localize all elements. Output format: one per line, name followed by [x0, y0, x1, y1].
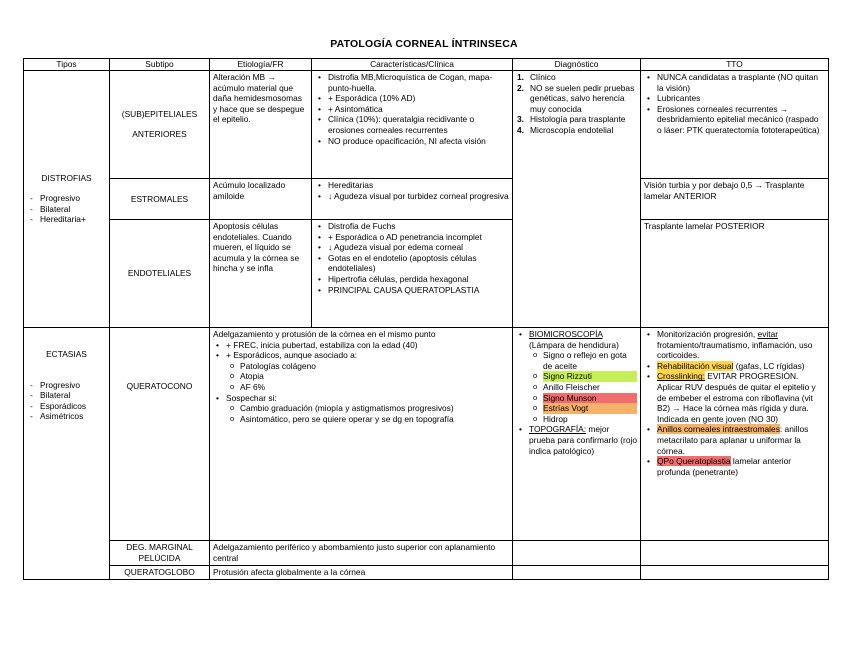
- tipo-distrofias-cell: [24, 71, 110, 328]
- header-tto: TTO: [641, 59, 829, 71]
- ectasias-rasgos: [27, 380, 106, 422]
- topografia-label: TOPOGRAFÍA:: [529, 424, 587, 435]
- etiologia-estromales: Acúmulo localizado amiloide: [210, 179, 312, 220]
- tipo-ectasias: ECTASIAS: [46, 349, 87, 359]
- list-item: o Estrías Vogt: [543, 403, 637, 414]
- list-item: o Anillo Fleischer: [543, 382, 637, 393]
- list-item: - Hereditaria+: [40, 214, 106, 225]
- tto-subepiteliales: [641, 71, 829, 179]
- biomicroscopia-label: BIOMICROSCOPÍA: [529, 329, 603, 339]
- clinica-endoteliales: [312, 220, 513, 328]
- table-row: [24, 328, 829, 541]
- diagnostico-queratocono: [513, 328, 641, 541]
- list-item: • Hipertrofia células, perdida hexagonal: [328, 274, 509, 285]
- page-title: PATOLOGÍA CORNEAL ÍNTRINSECA: [330, 38, 518, 50]
- list-item: o Asintomático, pero se quiere operar y se dg en topografía: [240, 414, 509, 425]
- list-item: • + Esporádica (10% AD): [328, 93, 509, 104]
- list-item: • TOPOGRAFÍA: mejor prueba para confirmarlo (rojo indica patológico): [529, 424, 637, 456]
- list-item: • BIOMICROSCOPÍA (Lámpara de hendidura) o Signo o reflejo en gota de aceite o Signo Rizzuti o Anillo Fleischer o Signo Munson o Estrías Vogt o Hidrop: [529, 329, 637, 424]
- subtipo-queratoglobo: QUERATOGLOBO: [110, 566, 210, 580]
- list-item: - Bilateral: [40, 204, 106, 215]
- subtipo-endoteliales: ENDOTELIALES: [110, 220, 210, 328]
- list-item: - Progresivo: [40, 193, 106, 204]
- tto-queratocono: [641, 328, 829, 541]
- clinica-queratoglobo: Protusión afecta globalmente a la córnea: [210, 566, 513, 580]
- list-item: o Signo Munson: [543, 393, 637, 404]
- list-item: • Distrofia de Fuchs: [328, 221, 509, 232]
- list-item: o AF 6%: [240, 382, 509, 393]
- table-row: [24, 71, 829, 179]
- diagnostico-marginal: [513, 541, 641, 566]
- list-item: • Rehabilitación visual (gafas, LC rígidas): [657, 361, 825, 372]
- list-item: NO se suelen pedir pruebas genéticas, salvo herencia muy conocida: [530, 82, 635, 114]
- table-row: [24, 541, 829, 566]
- subtipo-label: (SUB)EPITELIALES: [121, 109, 198, 120]
- header-etiologia: Etiología/FR: [210, 59, 312, 71]
- diagnostico-queratoglobo: [513, 566, 641, 580]
- tipo-ectasias-cell: [24, 328, 110, 580]
- clinica-marginal: Adelgazamiento periférico y abombamiento justo superior con aplanamiento central: [210, 541, 513, 566]
- list-item: o Signo Rizzuti: [543, 371, 637, 382]
- list-item: o Signo o reflejo en gota de aceite: [543, 350, 637, 371]
- list-item: - Bilateral: [40, 390, 106, 401]
- list-item: - Esporádicos: [40, 401, 106, 412]
- list-item: Histología para trasplante: [530, 114, 626, 125]
- clinica-subepiteliales: [312, 71, 513, 179]
- tto-estromales: Visión turbia y por debajo 0,5 → Trasplante lamelar ANTERIOR: [641, 179, 829, 220]
- subtipo-label: QUERATOCONO: [126, 381, 193, 391]
- queratocono-intro: Adelgazamiento y protusión de la córnea en el mismo punto: [213, 329, 436, 339]
- list-item: • ↓ Agudeza visual por edema corneal: [328, 242, 509, 253]
- list-item: • Monitorización progresión, evitar frotamiento/traumatismo, inflamación, uso corticoides.: [657, 329, 825, 361]
- list-item: • + Esporádicos, aunque asociado a: o Patologías colágeno o Atopia o AF 6%: [226, 350, 509, 392]
- subtipo-estromales: ESTROMALES: [110, 179, 210, 220]
- etiologia-subepiteliales: Alteración MB → acúmulo material que daña hemidesmosomas y hace que se despegue el epitelio.: [210, 71, 312, 179]
- list-item: Clínico: [530, 72, 556, 82]
- etiologia-endoteliales: Apoptosis células endoteliales. Cuando mueren, el líquido se acumula y la córnea se hincha y se infla: [210, 220, 312, 328]
- list-item: • Crosslinking: EVITAR PROGRESIÓN. Aplicar RUV después de quitar el epitelio y de embeber el estroma con riboflavina (vit B2) → Hace la córnea más rígida y dura. Indicada en gente joven (NO 30): [657, 371, 825, 424]
- list-item: • NUNCA candidatas a trasplante (NO quitan la visión): [657, 72, 825, 93]
- list-item: • + Asintomática: [328, 104, 509, 115]
- tto-endoteliales: Trasplante lamelar POSTERIOR: [641, 220, 829, 328]
- subtipo-marginal: [110, 541, 210, 566]
- list-item: • PRINCIPAL CAUSA QUERATOPLASTIA: [328, 285, 509, 296]
- subtipo-queratocono: [110, 328, 210, 541]
- subtipo-label: ANTERIORES: [132, 129, 187, 139]
- list-item: • QPo Queratoplastia lamelar anterior profunda (penetrante): [657, 456, 825, 477]
- list-item: • Lubricantes: [657, 93, 825, 104]
- pathology-table: [23, 58, 829, 580]
- list-item: - Progresivo: [40, 380, 106, 391]
- header-diagnostico: Diagnóstico: [513, 59, 641, 71]
- diagnostico-distrofias: [513, 71, 641, 328]
- clinica-queratocono: [210, 328, 513, 541]
- subtipo-subepiteliales: [110, 71, 210, 179]
- list-item: • NO produce opacificación, NI afecta visión: [328, 136, 509, 147]
- table-row: [24, 220, 829, 328]
- list-item: • + FREC, inicia pubertad, estabiliza con la edad (40): [226, 340, 509, 351]
- list-item: • Hereditarias: [328, 180, 509, 191]
- distrofias-rasgos: [27, 193, 106, 225]
- table-row: [24, 566, 829, 580]
- subtipo-label: DEG. MARGINAL: [126, 542, 193, 553]
- list-item: • Sospechar si: o Cambio graduación (miopía y astigmatismos progresivos) o Asintomático, pero se quiere operar y se dg en topografía: [226, 393, 509, 425]
- list-item: o Cambio graduación (miopía y astigmatismos progresivos): [240, 403, 509, 414]
- header-clinica: Características/Clínica: [312, 59, 513, 71]
- header-row: [24, 59, 829, 71]
- subtipo-label: PELÚCIDA: [138, 553, 181, 563]
- header-subtipo: Subtipo: [110, 59, 210, 71]
- list-item: • + Esporádica o AD penetrancia incomplet: [328, 232, 509, 243]
- list-item: - Asimétricos: [40, 411, 106, 422]
- clinica-estromales: [312, 179, 513, 220]
- tto-queratoglobo: [641, 566, 829, 580]
- list-item: • ↓ Agudeza visual por turbidez corneal progresiva: [328, 191, 509, 202]
- list-item: • Clínica (10%): queratalgia recidivante o erosiones corneales recurrentes: [328, 114, 509, 135]
- list-item: Microscopía endotelial: [530, 124, 614, 135]
- list-item: o Atopia: [240, 371, 509, 382]
- list-item: • Distrofia MB,Microquística de Cogan, mapa-punto-huella.: [328, 72, 509, 93]
- list-item: o Patologías colágeno: [240, 361, 509, 372]
- tipo-distrofias: DISTROFIAS: [41, 173, 92, 184]
- list-item: • Gotas en el endotelio (apoptosis células endoteliales): [328, 253, 509, 274]
- table-row: [24, 179, 829, 220]
- tto-marginal: [641, 541, 829, 566]
- header-tipos: Tipos: [24, 59, 110, 71]
- list-item: • Anillos corneales intraestromales: anillos metacrilato para aplanar u uniformar la córnea.: [657, 424, 825, 456]
- list-item: • Erosiones corneales recurrentes → desbridamiento epitelial mecánico (raspado o láser: PTK queratectomía fototerapeútica): [657, 104, 825, 136]
- list-item: o Hidrop: [543, 414, 637, 425]
